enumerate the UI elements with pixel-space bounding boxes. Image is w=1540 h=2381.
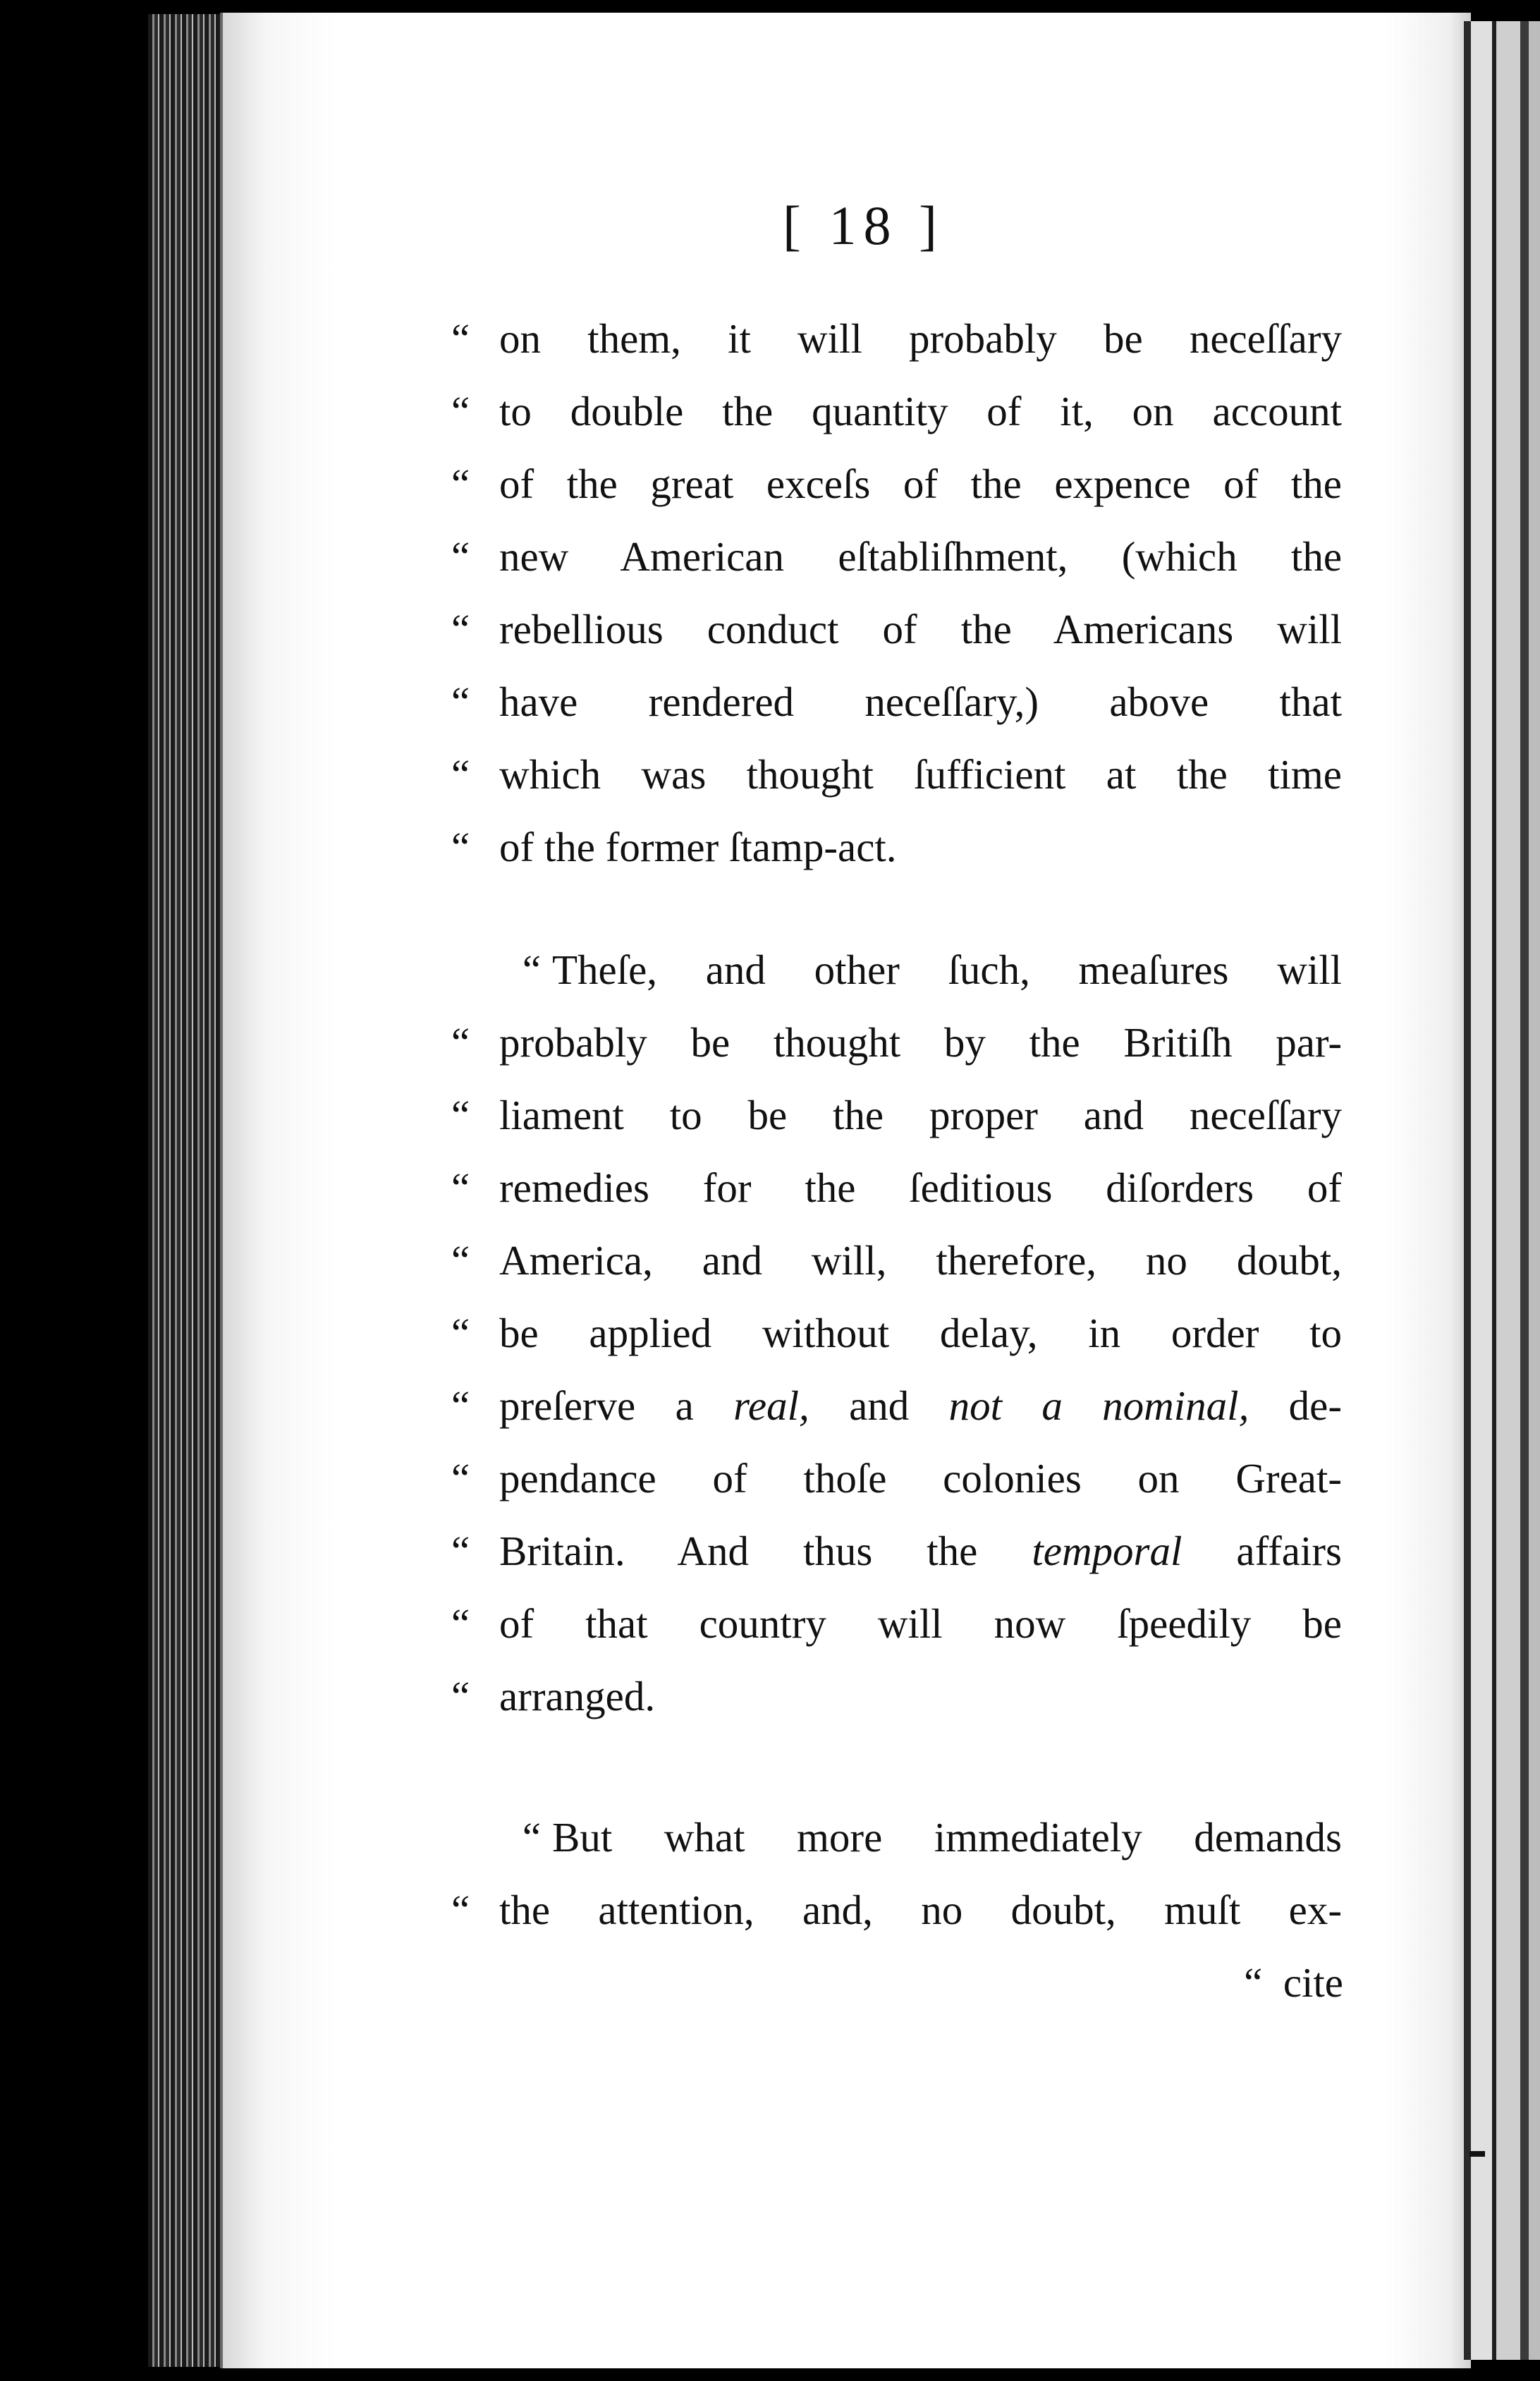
line-text-with-italics (499, 1377, 1342, 1434)
text-line (451, 1809, 1343, 1865)
text-line (451, 601, 1343, 657)
line-text: be applied without delay, in order to (499, 1310, 1342, 1356)
text-line (451, 1377, 1343, 1434)
quote-mark: “ (451, 606, 470, 652)
line-segment: and (809, 1382, 949, 1429)
catchword-text: cite (1283, 1959, 1343, 2006)
quote-glyph: “ (522, 946, 541, 993)
line-text: But what more immediately demands (552, 1814, 1342, 1861)
text-line (451, 1305, 1343, 1361)
text-line (451, 1523, 1343, 1579)
line-text: of that country will now ſpeedily be (499, 1600, 1342, 1647)
line-text-with-italics (499, 1523, 1342, 1579)
quote-mark: “ (451, 315, 470, 362)
text-line (451, 1087, 1343, 1143)
text-line (451, 1882, 1343, 1938)
line-text: pendance of thoſe colonies on Great- (499, 1455, 1342, 1502)
quote-mark: “ (451, 1455, 470, 1502)
line-text: rebellious conduct of the Americans will (499, 606, 1342, 652)
line-text: the attention, and, no doubt, muſt ex- (499, 1887, 1342, 1933)
line-text: which was thought ſufficient at the time (499, 751, 1342, 798)
text-line (451, 1595, 1343, 1652)
quote-mark: “ (451, 533, 470, 580)
quote-mark: “ (451, 1673, 470, 1719)
text-line (451, 383, 1343, 439)
line-segment: Britain. And thus the (499, 1528, 1032, 1574)
quote-mark: “ (451, 1528, 470, 1574)
quote-mark (451, 1809, 552, 1865)
line-segment: de- (1249, 1382, 1343, 1429)
line-text: of the great exceſs of the expence of the (499, 461, 1342, 507)
quote-mark (451, 942, 552, 998)
quote-mark: “ (451, 1600, 470, 1647)
quote-mark: “ (451, 388, 470, 434)
quote-mark: “ (1244, 1959, 1263, 2006)
edge-marker (1469, 2151, 1485, 2157)
text-line (451, 1159, 1343, 1216)
quote-mark: “ (451, 1164, 470, 1211)
text-line (451, 1014, 1343, 1071)
line-text: probably be thought by the Britiſh par- (499, 1019, 1342, 1066)
text-line (451, 819, 1343, 875)
italic-segment: not a nominal, (948, 1382, 1249, 1429)
page-number: [ 18 ] (783, 195, 944, 256)
line-text: to double the quantity of it, on account (499, 388, 1342, 434)
quote-mark: “ (451, 1092, 470, 1138)
text-line (451, 456, 1343, 512)
quote-mark: “ (451, 1019, 470, 1066)
quote-mark: “ (451, 461, 470, 507)
line-text: of the former ſtamp-act. (499, 824, 897, 870)
text-line (451, 1450, 1343, 1506)
text-line (451, 528, 1343, 585)
italic-segment: temporal (1032, 1528, 1182, 1574)
line-text: arranged. (499, 1673, 656, 1719)
text-line (451, 1668, 1343, 1724)
line-text: remedies for the ſeditious diſorders of (499, 1164, 1342, 1211)
line-text: on them, it will probably be neceſſary (499, 315, 1342, 362)
quote-mark: “ (451, 1237, 470, 1284)
quote-mark: “ (451, 1310, 470, 1356)
text-line (451, 1232, 1343, 1289)
line-segment: affairs (1182, 1528, 1342, 1574)
quote-mark: “ (451, 1887, 470, 1933)
line-text: have rendered neceſſary,) above that (499, 678, 1342, 725)
left-page-edges (148, 14, 229, 2367)
text-line (451, 310, 1343, 367)
quote-mark: “ (451, 824, 470, 870)
text-line (451, 942, 1343, 998)
italic-segment: real, (733, 1382, 809, 1429)
line-text: liament to be the proper and neceſſary (499, 1092, 1342, 1138)
line-text: new American eſtabliſhment, (which the (499, 533, 1342, 580)
catchword (451, 1954, 1343, 2011)
quote-glyph: “ (522, 1814, 541, 1861)
quote-mark: “ (451, 751, 470, 798)
text-line (451, 746, 1343, 803)
quote-mark: “ (451, 678, 470, 725)
line-text: America, and will, therefore, no doubt, (499, 1237, 1342, 1284)
line-text: Theſe, and other ſuch, meaſures will (552, 946, 1342, 993)
quote-mark: “ (451, 1382, 470, 1429)
text-line (451, 674, 1343, 730)
line-segment: preſerve a (499, 1382, 734, 1429)
right-page-edges (1464, 21, 1540, 2360)
